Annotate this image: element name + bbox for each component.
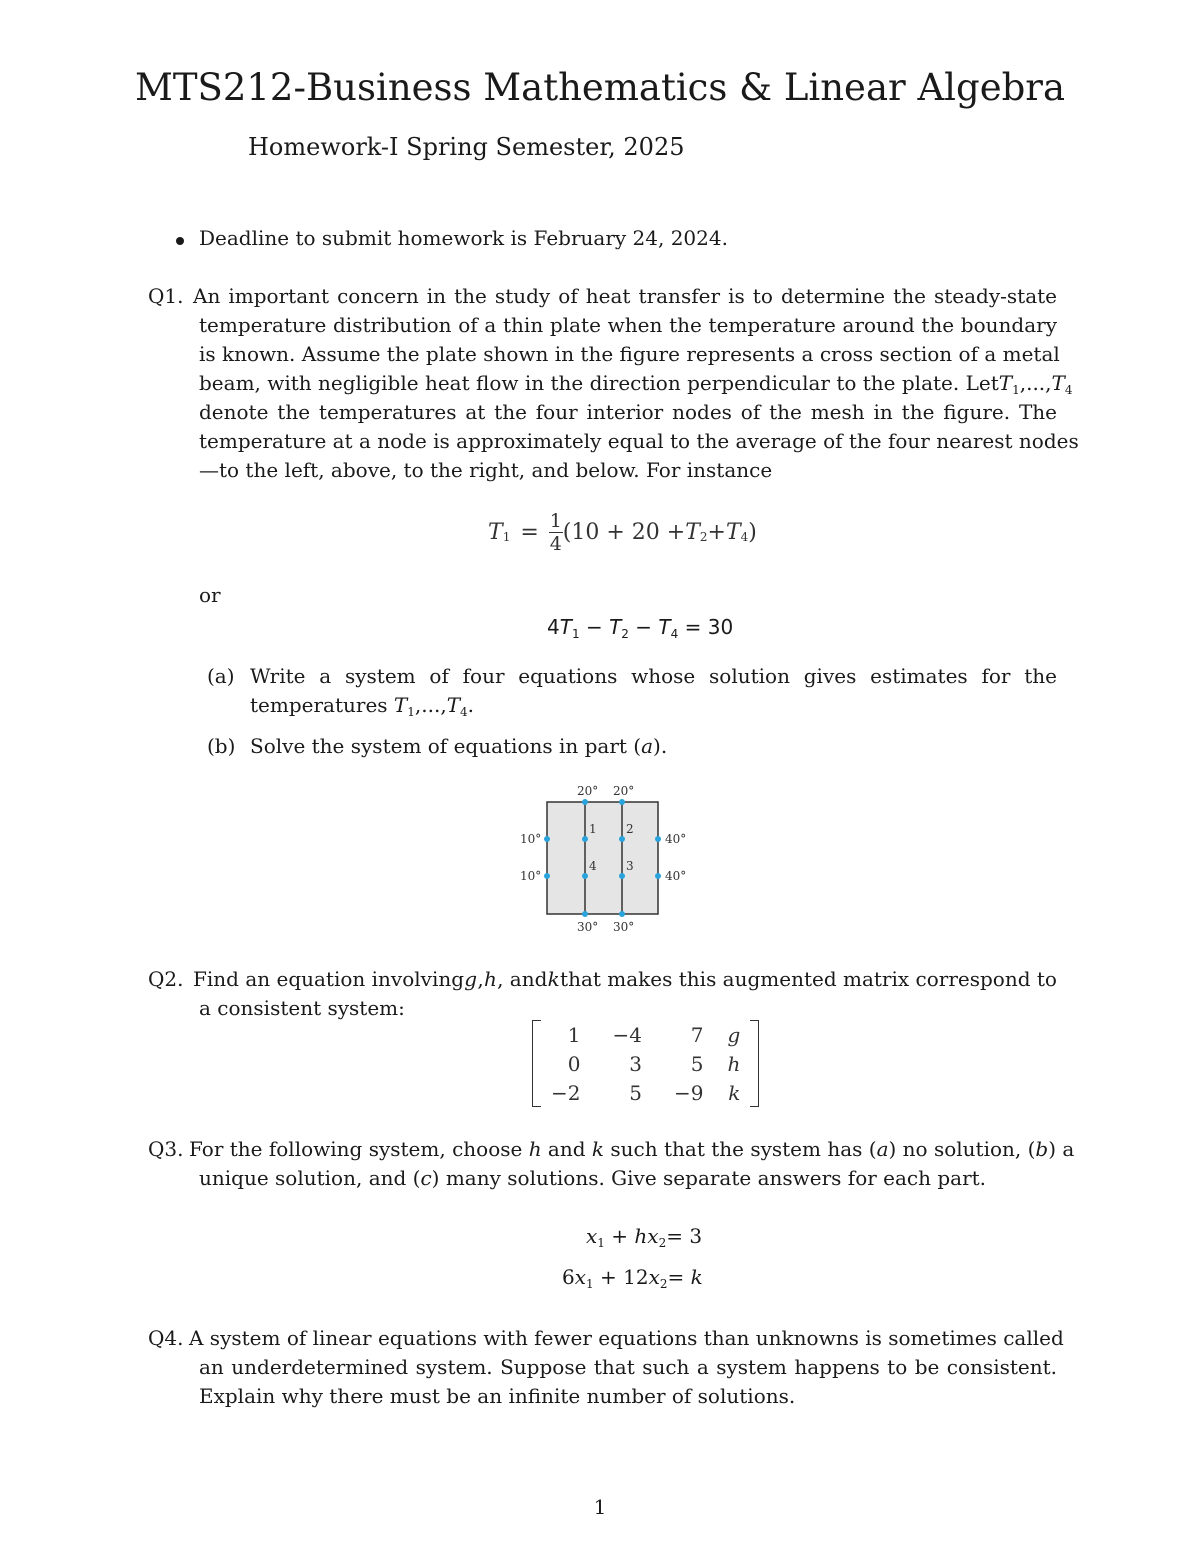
q1-label: Q1. [148,284,184,308]
interior-dot [582,836,588,842]
node-label-3: 3 [626,859,634,873]
plate [547,802,658,914]
top-label-2: 20° [613,784,635,798]
q1-part-a-label: (a) [207,664,235,688]
q1-part-b-text: Solve the system of equations in part (a). [250,734,668,758]
q1-equation-linear: $4T_1 - T_2 - T_4 = 30$ [547,615,734,641]
q1-line-3: is known. Assume the plate shown in the figure represents a cross section of a metal [199,342,1060,366]
page-number: 1 [593,1495,607,1519]
q1-or: or [199,583,221,607]
q1-line-5: denote the temperatures at the four interior nodes of the mesh in the figure. The [199,400,1057,424]
boundary-dot [544,836,550,842]
left-label-1: 10° [520,832,542,846]
bullet-icon [176,237,184,245]
q3-line-1: For the following system, choose h and k such that the system has (a) no solution, (b) a [189,1137,1075,1161]
left-label-2: 10° [520,869,542,883]
q4-label: Q4. [148,1326,184,1350]
node-label-1: 1 [589,822,597,836]
q4-line-3: Explain why there must be an infinite number of solutions. [199,1384,796,1408]
node-label-4: 4 [589,859,597,873]
right-label-1: 40° [665,832,687,846]
q4-line-1: A system of linear equations with fewer equations than unknowns is sometimes called [189,1326,1064,1350]
interior-dot [582,873,588,879]
matrix-row: 1 −4 7 g [567,1022,741,1047]
deadline-note: Deadline to submit homework is February 24, 2024. [199,226,728,250]
q2-line-2: a consistent system: [199,996,405,1020]
q1-line-1: An important concern in the study of heat transfer is to determine the steady-state [193,284,1057,308]
page-title: MTS212-Business Mathematics & Linear Algebra [134,66,1066,109]
q4-line-2: an underdetermined system. Suppose that such a system happens to be consistent. [199,1355,1057,1379]
q3-equation-1: $x_1 + hx_2= 3$ [586,1224,703,1250]
q3-line-2: unique solution, and (c) many solutions. Give separate answers for each part. [199,1166,987,1190]
q1-line-4 [199,371,1073,397]
boundary-dot [655,873,661,879]
bottom-label-1: 30° [577,920,599,934]
augmented-matrix [532,1020,759,1107]
bottom-label-2: 30° [613,920,635,934]
right-label-2: 40° [665,869,687,883]
matrix-row: −2 5 −9 k [551,1080,741,1105]
q3-label: Q3. [148,1137,184,1161]
fraction: 1 4 [549,510,562,555]
interior-dot [619,873,625,879]
q1-part-a-line-1: Write a system of four equations whose solution gives estimates for the [250,664,1057,688]
matrix-right-bracket [750,1020,759,1107]
q3-equation-2: $6x_1 + 12x_2= k$ [562,1265,703,1291]
q1-part-b-label: (b) [207,734,236,758]
q1-line-7: —to the left, above, to the right, and below. For instance [199,458,773,482]
boundary-dot [544,873,550,879]
q2-label: Q2. [148,967,184,991]
node-label-2: 2 [626,822,634,836]
q1-line-4-vars: $T_1,...,T_4$ [998,371,1073,397]
matrix-row: 0 3 5 h [567,1051,741,1076]
matrix-left-bracket [532,1020,541,1107]
q1-line-6: temperature at a node is approximately equal to the average of the four nearest nodes [199,429,1079,453]
boundary-dot [582,911,588,917]
page-subtitle: Homework-I Spring Semester, 2025 [248,133,685,161]
heat-plate-figure [505,776,705,936]
boundary-dot [619,799,625,805]
boundary-dot [655,836,661,842]
q1-equation-average: T 1 = 1 4 (10 + 20 + T 2 + T 4 ) [488,510,757,555]
q1-part-a-line-2: temperatures $T_1,...,T_4$. [250,693,475,719]
q1-line-4-text: beam, with negligible heat flow in the direction perpendicular to the plate. Let [199,371,999,395]
q1-line-2: temperature distribution of a thin plate when the temperature around the boundary [199,313,1057,337]
top-label-1: 20° [577,784,599,798]
boundary-dot [619,911,625,917]
q2-line-1: Find an equation involving g , h , and k that makes this augmented matrix correspond to [193,967,1057,991]
matrix-table [541,1020,750,1107]
boundary-dot [582,799,588,805]
interior-dot [619,836,625,842]
